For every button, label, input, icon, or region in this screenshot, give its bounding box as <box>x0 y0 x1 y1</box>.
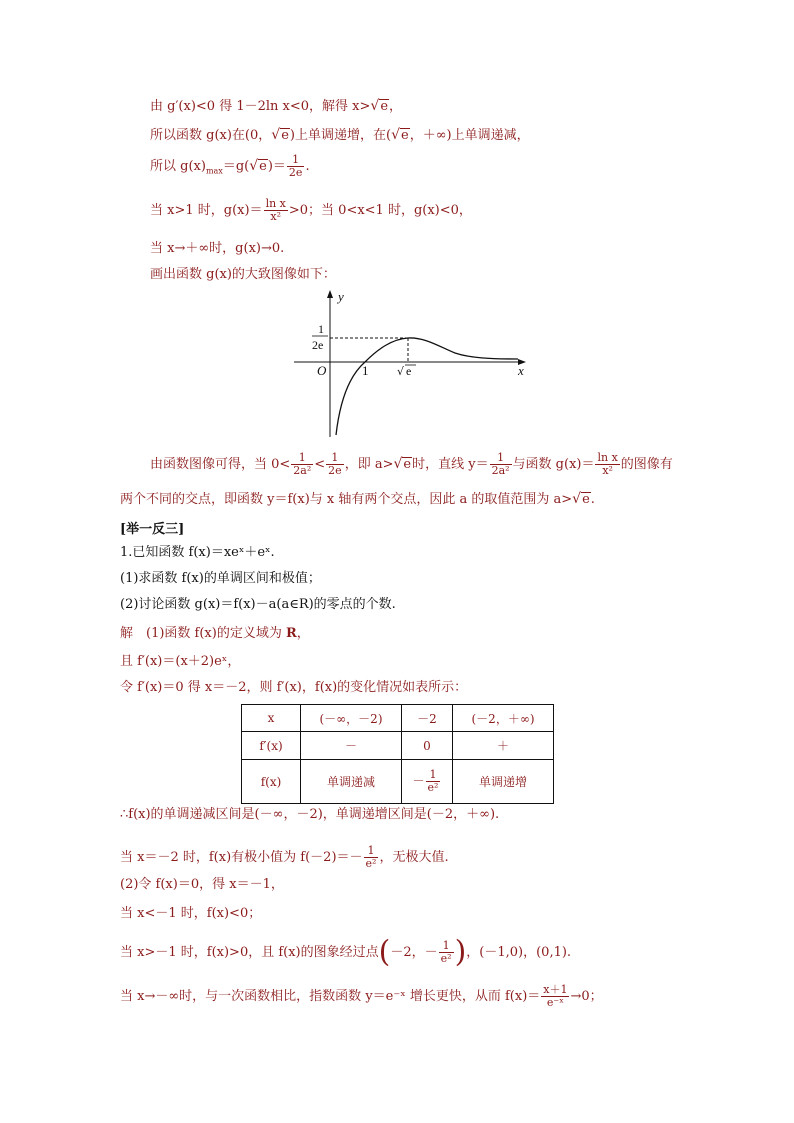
text: 2a² <box>491 464 510 477</box>
text: max <box>205 166 223 176</box>
fraction <box>287 154 305 179</box>
text: 1 <box>292 153 300 166</box>
text: ln x <box>597 451 618 464</box>
text: 时，直线 y＝ <box>412 457 489 472</box>
text: < <box>314 457 326 472</box>
text: 1 <box>497 451 505 464</box>
text: ， <box>389 99 403 114</box>
text: 2e <box>328 464 342 477</box>
text: 与函数 g(x)＝ <box>512 457 595 472</box>
text: 当 x→－∞时，与一次函数相比，指数函数 y＝e⁻ˣ 增长更快，从而 f(x)＝ <box>120 989 541 1004</box>
function-graph <box>290 285 530 440</box>
sqrt-icon: √ <box>370 98 380 114</box>
text: 当 x>1 时，g(x)＝ <box>150 203 263 218</box>
text: ，即 a> <box>344 457 394 472</box>
fraction <box>426 769 441 794</box>
fraction <box>264 198 288 223</box>
fraction <box>291 452 313 477</box>
fraction <box>326 452 344 477</box>
table-cell <box>402 760 453 804</box>
text: 画出函数 g(x)的大致图像如下： <box>150 267 336 282</box>
text: g′(x)<0 得 1－2ln x<0，解得 x> <box>167 99 371 114</box>
text: R <box>285 626 297 641</box>
text: >0；当 0<x<1 时，g(x)<0， <box>288 203 472 218</box>
text: )＝ <box>267 159 286 174</box>
text: 2a² <box>293 464 312 477</box>
text-line: 且 f′(x)＝(x＋2)eˣ， <box>120 654 241 669</box>
left-paren: ( <box>378 934 391 970</box>
question-part-2: (2)讨论函数 g(x)＝f(x)－a(a∈R)的零点的个数. <box>120 597 396 612</box>
table-cell: － <box>301 732 402 760</box>
text: 当 x→＋∞时，g(x)→0. <box>150 241 285 256</box>
text: 由 <box>150 99 164 114</box>
table-cell: x <box>242 705 301 732</box>
text-line <box>150 198 472 223</box>
table-cell: 0 <box>402 732 453 760</box>
text-line <box>120 845 449 870</box>
text-line: ∴f(x)的单调递减区间是(－∞，－2)，单调递增区间是(－2，＋∞). <box>120 807 500 822</box>
text: 解 (1)函数 f(x)的定义域为 <box>120 626 286 641</box>
text: 当 x＝－2 时，f(x)有极小值为 f(－2)＝－ <box>120 850 363 865</box>
x-tick-1: 1 <box>362 363 369 378</box>
text: ， <box>296 626 310 641</box>
text: 1 <box>442 939 450 952</box>
y-axis-label: y <box>338 289 344 304</box>
text: ，无极大值. <box>379 850 449 865</box>
fraction <box>541 984 569 1009</box>
table-cell: (－∞，－2) <box>301 705 402 732</box>
text-line <box>120 626 310 642</box>
text: 1 <box>367 844 375 857</box>
question: 1.已知函数 f(x)＝xeˣ＋eˣ. <box>120 545 275 560</box>
text-line <box>150 154 310 180</box>
sqrt-icon: √ <box>572 491 582 507</box>
text: e <box>259 159 267 174</box>
fraction <box>439 940 454 965</box>
text: － <box>412 774 425 788</box>
text: －2，－ <box>390 945 438 960</box>
text: e² <box>440 952 452 965</box>
text-line <box>120 491 595 508</box>
y-axis-arrow-icon <box>327 290 333 298</box>
fraction <box>364 845 379 870</box>
sqrt-icon: √ <box>393 456 403 472</box>
table-row <box>242 705 554 732</box>
text: 1 <box>331 451 339 464</box>
text-line <box>150 241 284 257</box>
text-line <box>120 934 572 970</box>
text: 所以 g(x) <box>150 159 206 174</box>
y-tick-num: 1 <box>318 322 324 336</box>
text: ，＋∞)上单调递减， <box>409 128 530 143</box>
table-cell: f′(x) <box>242 732 301 760</box>
text: 两个不同的交点，即函数 y＝f(x)与 x 轴有两个交点，因此 a 的取值范围为 a> <box>120 492 573 507</box>
text-line <box>120 984 603 1009</box>
text: ，(－1,0)，(0,1). <box>466 945 572 960</box>
text: x＋1 <box>543 983 568 996</box>
text-line <box>150 267 336 283</box>
x-axis-label: x <box>518 363 524 378</box>
text: e <box>400 128 409 143</box>
text: e² <box>427 781 439 794</box>
text: 2e <box>288 166 303 179</box>
table-cell: ＋ <box>453 732 554 760</box>
sqrt-icon: √ <box>271 127 281 143</box>
sqrt-icon: √ <box>391 127 400 143</box>
section-heading: [举一反三] <box>120 522 185 537</box>
text: →0； <box>570 989 603 1004</box>
curve-g <box>336 338 518 435</box>
text: 当 x>－1 时，f(x)>0，且 f(x)的图象经过点 <box>120 945 379 960</box>
text-line: 当 x<－1 时，f(x)<0； <box>120 906 262 921</box>
text-line: 令 f′(x)＝0 得 x＝－2，则 f′(x)，f(x)的变化情况如表所示： <box>120 680 468 695</box>
text-line: (2)令 f(x)＝0，得 x＝－1， <box>120 877 284 892</box>
text: x² <box>264 210 288 223</box>
fraction <box>595 452 619 477</box>
question-part-1: (1)求函数 f(x)的单调区间和极值； <box>120 571 321 586</box>
sqrt-icon: √ <box>249 158 259 174</box>
table-cell: (－2，＋∞) <box>453 705 554 732</box>
text: 1 <box>429 768 437 781</box>
table-cell: 单调递增 <box>453 760 554 804</box>
text-line <box>150 98 402 115</box>
text: x² <box>595 464 619 477</box>
text-line <box>150 452 673 477</box>
right-paren: ) <box>454 934 467 970</box>
variation-table <box>241 704 554 804</box>
table-cell: －2 <box>402 705 453 732</box>
x-tick-sqrt-e: e <box>406 364 412 378</box>
text: )上单调递增，在( <box>289 128 392 143</box>
text: 1 <box>298 451 306 464</box>
text: . <box>305 159 310 174</box>
text-line <box>150 127 530 144</box>
text: e² <box>365 857 377 870</box>
text: e <box>403 457 412 472</box>
text: e⁻ˣ <box>541 996 569 1009</box>
text: e <box>582 492 590 507</box>
text: e <box>281 128 289 143</box>
table-row <box>242 732 554 760</box>
fraction <box>490 452 512 477</box>
table-row <box>242 760 554 804</box>
text: 的图像有 <box>620 457 673 472</box>
sqrt-icon: √ <box>397 365 405 378</box>
text: ＝g( <box>222 159 250 174</box>
table-cell: f(x) <box>242 760 301 804</box>
text: 由函数图像可得，当 0< <box>150 457 291 472</box>
table-cell: 单调递减 <box>301 760 402 804</box>
origin-label: O <box>317 363 327 378</box>
y-tick-den: 2e <box>312 338 324 352</box>
text: ln x <box>265 197 286 210</box>
text: e <box>380 99 389 114</box>
text: . <box>590 492 595 507</box>
text: 所以函数 g(x)在(0， <box>150 128 272 143</box>
